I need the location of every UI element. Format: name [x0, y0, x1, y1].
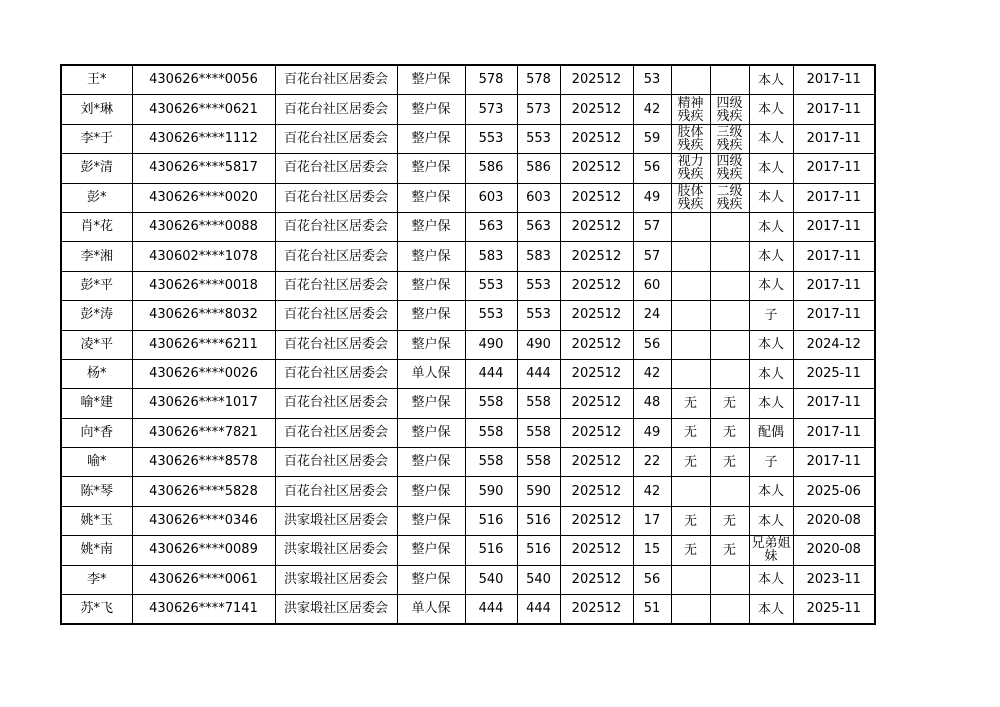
- period-cell: 202512: [560, 301, 633, 330]
- disability-level-cell: 无: [710, 418, 749, 447]
- start-month-cell: 2017-11: [793, 301, 875, 330]
- relation-cell: 本人: [749, 154, 793, 183]
- disability-level-cell: 无: [710, 506, 749, 535]
- amount-cell: 603: [517, 183, 560, 212]
- age-cell: 60: [633, 271, 671, 300]
- amount-cell: 558: [517, 389, 560, 418]
- period-cell: 202512: [560, 65, 633, 95]
- disability-kind-cell: [671, 212, 710, 241]
- period-cell: 202512: [560, 154, 633, 183]
- amount-cell: 578: [517, 65, 560, 95]
- assistance-type-cell: 整户保: [397, 271, 465, 300]
- community-cell: 百花台社区居委会: [275, 389, 397, 418]
- assistance-type-cell: 整户保: [397, 124, 465, 153]
- amount-cell: 590: [465, 477, 517, 506]
- disability-kind-cell: [671, 330, 710, 359]
- id-number-cell: 430626****5828: [132, 477, 275, 506]
- period-cell: 202512: [560, 418, 633, 447]
- name-cell: 向*香: [61, 418, 132, 447]
- age-cell: 42: [633, 359, 671, 388]
- amount-cell: 563: [517, 212, 560, 241]
- community-cell: 百花台社区居委会: [275, 477, 397, 506]
- disability-level-cell: 无: [710, 448, 749, 477]
- assistance-roster-table: [60, 64, 876, 625]
- relation-cell: 本人: [749, 124, 793, 153]
- community-cell: 洪家塅社区居委会: [275, 536, 397, 565]
- disability-kind-cell: 视力残疾: [671, 154, 710, 183]
- id-number-cell: 430626****0621: [132, 95, 275, 124]
- relation-cell: 本人: [749, 330, 793, 359]
- table-row: [61, 271, 875, 300]
- amount-cell: 558: [517, 418, 560, 447]
- amount-cell: 590: [517, 477, 560, 506]
- amount-cell: 444: [465, 595, 517, 625]
- amount-cell: 573: [465, 95, 517, 124]
- assistance-type-cell: 整户保: [397, 448, 465, 477]
- amount-cell: 553: [517, 301, 560, 330]
- age-cell: 15: [633, 536, 671, 565]
- table-row: [61, 565, 875, 594]
- start-month-cell: 2023-11: [793, 565, 875, 594]
- relation-cell: 本人: [749, 389, 793, 418]
- disability-level-cell: [710, 565, 749, 594]
- disability-kind-cell: 肢体残疾: [671, 183, 710, 212]
- amount-cell: 516: [517, 506, 560, 535]
- disability-level-cell: 三级残疾: [710, 124, 749, 153]
- disability-kind-cell: 无: [671, 536, 710, 565]
- age-cell: 57: [633, 212, 671, 241]
- community-cell: 百花台社区居委会: [275, 448, 397, 477]
- start-month-cell: 2020-08: [793, 536, 875, 565]
- period-cell: 202512: [560, 242, 633, 271]
- age-cell: 56: [633, 565, 671, 594]
- name-cell: 彭*清: [61, 154, 132, 183]
- disability-level-cell: 二级残疾: [710, 183, 749, 212]
- disability-level-cell: [710, 242, 749, 271]
- amount-cell: 563: [465, 212, 517, 241]
- amount-cell: 558: [465, 448, 517, 477]
- age-cell: 59: [633, 124, 671, 153]
- id-number-cell: 430626****0020: [132, 183, 275, 212]
- relation-cell: 本人: [749, 95, 793, 124]
- id-number-cell: 430626****8578: [132, 448, 275, 477]
- name-cell: 喻*建: [61, 389, 132, 418]
- disability-kind-cell: [671, 595, 710, 625]
- age-cell: 56: [633, 154, 671, 183]
- name-cell: 彭*平: [61, 271, 132, 300]
- amount-cell: 558: [517, 448, 560, 477]
- amount-cell: 558: [465, 389, 517, 418]
- assistance-type-cell: 整户保: [397, 242, 465, 271]
- amount-cell: 573: [517, 95, 560, 124]
- amount-cell: 444: [465, 359, 517, 388]
- amount-cell: 444: [517, 595, 560, 625]
- id-number-cell: 430626****6211: [132, 330, 275, 359]
- assistance-type-cell: 整户保: [397, 565, 465, 594]
- disability-kind-cell: 肢体残疾: [671, 124, 710, 153]
- age-cell: 53: [633, 65, 671, 95]
- amount-cell: 586: [465, 154, 517, 183]
- amount-cell: 540: [517, 565, 560, 594]
- table-body: [61, 65, 875, 624]
- disability-kind-cell: [671, 65, 710, 95]
- disability-level-cell: [710, 477, 749, 506]
- assistance-type-cell: 整户保: [397, 301, 465, 330]
- id-number-cell: 430602****1078: [132, 242, 275, 271]
- table-row: [61, 212, 875, 241]
- start-month-cell: 2017-11: [793, 154, 875, 183]
- disability-kind-cell: [671, 301, 710, 330]
- relation-cell: 本人: [749, 506, 793, 535]
- amount-cell: 578: [465, 65, 517, 95]
- disability-kind-cell: [671, 477, 710, 506]
- amount-cell: 553: [465, 124, 517, 153]
- relation-cell: 本人: [749, 359, 793, 388]
- id-number-cell: 430626****7821: [132, 418, 275, 447]
- relation-cell: 本人: [749, 565, 793, 594]
- assistance-type-cell: 整户保: [397, 506, 465, 535]
- disability-level-cell: [710, 212, 749, 241]
- id-number-cell: 430626****0061: [132, 565, 275, 594]
- assistance-type-cell: 整户保: [397, 95, 465, 124]
- amount-cell: 603: [465, 183, 517, 212]
- community-cell: 百花台社区居委会: [275, 154, 397, 183]
- amount-cell: 553: [465, 271, 517, 300]
- start-month-cell: 2017-11: [793, 389, 875, 418]
- start-month-cell: 2020-08: [793, 506, 875, 535]
- community-cell: 百花台社区居委会: [275, 242, 397, 271]
- disability-kind-cell: 无: [671, 506, 710, 535]
- disability-level-cell: [710, 271, 749, 300]
- name-cell: 姚*玉: [61, 506, 132, 535]
- relation-cell: 本人: [749, 477, 793, 506]
- disability-kind-cell: 精神残疾: [671, 95, 710, 124]
- table-row: [61, 359, 875, 388]
- id-number-cell: 430626****0026: [132, 359, 275, 388]
- age-cell: 42: [633, 477, 671, 506]
- age-cell: 42: [633, 95, 671, 124]
- disability-kind-cell: [671, 242, 710, 271]
- disability-kind-cell: 无: [671, 448, 710, 477]
- name-cell: 肖*花: [61, 212, 132, 241]
- community-cell: 百花台社区居委会: [275, 271, 397, 300]
- relation-cell: 本人: [749, 242, 793, 271]
- name-cell: 喻*: [61, 448, 132, 477]
- relation-cell: 子: [749, 448, 793, 477]
- assistance-type-cell: 整户保: [397, 536, 465, 565]
- period-cell: 202512: [560, 95, 633, 124]
- disability-kind-cell: [671, 359, 710, 388]
- name-cell: 凌*平: [61, 330, 132, 359]
- start-month-cell: 2017-11: [793, 271, 875, 300]
- assistance-type-cell: 整户保: [397, 65, 465, 95]
- start-month-cell: 2025-11: [793, 359, 875, 388]
- start-month-cell: 2017-11: [793, 124, 875, 153]
- start-month-cell: 2017-11: [793, 95, 875, 124]
- community-cell: 百花台社区居委会: [275, 95, 397, 124]
- community-cell: 百花台社区居委会: [275, 124, 397, 153]
- id-number-cell: 430626****8032: [132, 301, 275, 330]
- community-cell: 百花台社区居委会: [275, 301, 397, 330]
- table-row: [61, 301, 875, 330]
- id-number-cell: 430626****5817: [132, 154, 275, 183]
- amount-cell: 553: [517, 124, 560, 153]
- amount-cell: 490: [465, 330, 517, 359]
- period-cell: 202512: [560, 389, 633, 418]
- disability-level-cell: [710, 359, 749, 388]
- age-cell: 51: [633, 595, 671, 625]
- period-cell: 202512: [560, 536, 633, 565]
- period-cell: 202512: [560, 330, 633, 359]
- period-cell: 202512: [560, 506, 633, 535]
- name-cell: 陈*琴: [61, 477, 132, 506]
- disability-level-cell: [710, 65, 749, 95]
- name-cell: 李*湘: [61, 242, 132, 271]
- age-cell: 49: [633, 418, 671, 447]
- id-number-cell: 430626****1017: [132, 389, 275, 418]
- amount-cell: 553: [465, 301, 517, 330]
- id-number-cell: 430626****0346: [132, 506, 275, 535]
- relation-cell: 本人: [749, 65, 793, 95]
- table-row: [61, 183, 875, 212]
- disability-level-cell: 无: [710, 389, 749, 418]
- period-cell: 202512: [560, 124, 633, 153]
- community-cell: 百花台社区居委会: [275, 212, 397, 241]
- relation-cell: 本人: [749, 595, 793, 625]
- amount-cell: 558: [465, 418, 517, 447]
- table-row: [61, 65, 875, 95]
- start-month-cell: 2017-11: [793, 183, 875, 212]
- community-cell: 百花台社区居委会: [275, 65, 397, 95]
- period-cell: 202512: [560, 183, 633, 212]
- table-row: [61, 124, 875, 153]
- period-cell: 202512: [560, 359, 633, 388]
- age-cell: 22: [633, 448, 671, 477]
- age-cell: 17: [633, 506, 671, 535]
- table-row: [61, 506, 875, 535]
- disability-kind-cell: [671, 271, 710, 300]
- community-cell: 洪家塅社区居委会: [275, 506, 397, 535]
- table-row: [61, 536, 875, 565]
- relation-cell: 本人: [749, 271, 793, 300]
- age-cell: 49: [633, 183, 671, 212]
- assistance-type-cell: 整户保: [397, 477, 465, 506]
- community-cell: 百花台社区居委会: [275, 183, 397, 212]
- assistance-type-cell: 整户保: [397, 183, 465, 212]
- community-cell: 百花台社区居委会: [275, 359, 397, 388]
- table-row: [61, 95, 875, 124]
- table-row: [61, 389, 875, 418]
- amount-cell: 583: [465, 242, 517, 271]
- start-month-cell: 2017-11: [793, 212, 875, 241]
- name-cell: 李*: [61, 565, 132, 594]
- start-month-cell: 2017-11: [793, 242, 875, 271]
- table-row: [61, 477, 875, 506]
- relation-cell: 子: [749, 301, 793, 330]
- age-cell: 48: [633, 389, 671, 418]
- amount-cell: 540: [465, 565, 517, 594]
- id-number-cell: 430626****0088: [132, 212, 275, 241]
- disability-kind-cell: 无: [671, 389, 710, 418]
- disability-level-cell: [710, 330, 749, 359]
- disability-kind-cell: [671, 565, 710, 594]
- period-cell: 202512: [560, 565, 633, 594]
- age-cell: 56: [633, 330, 671, 359]
- disability-level-cell: 无: [710, 536, 749, 565]
- amount-cell: 490: [517, 330, 560, 359]
- age-cell: 57: [633, 242, 671, 271]
- period-cell: 202512: [560, 271, 633, 300]
- assistance-type-cell: 整户保: [397, 418, 465, 447]
- community-cell: 洪家塅社区居委会: [275, 595, 397, 625]
- start-month-cell: 2024-12: [793, 330, 875, 359]
- amount-cell: 553: [517, 271, 560, 300]
- disability-level-cell: [710, 301, 749, 330]
- id-number-cell: 430626****0089: [132, 536, 275, 565]
- assistance-type-cell: 单人保: [397, 595, 465, 625]
- period-cell: 202512: [560, 448, 633, 477]
- assistance-type-cell: 整户保: [397, 389, 465, 418]
- name-cell: 苏*飞: [61, 595, 132, 625]
- community-cell: 百花台社区居委会: [275, 330, 397, 359]
- start-month-cell: 2025-11: [793, 595, 875, 625]
- amount-cell: 516: [465, 536, 517, 565]
- assistance-type-cell: 整户保: [397, 330, 465, 359]
- id-number-cell: 430626****0018: [132, 271, 275, 300]
- amount-cell: 444: [517, 359, 560, 388]
- disability-level-cell: 四级残疾: [710, 95, 749, 124]
- table-row: [61, 154, 875, 183]
- table-row: [61, 418, 875, 447]
- disability-level-cell: [710, 595, 749, 625]
- table-row: [61, 330, 875, 359]
- amount-cell: 583: [517, 242, 560, 271]
- relation-cell: 本人: [749, 212, 793, 241]
- amount-cell: 516: [465, 506, 517, 535]
- disability-kind-cell: 无: [671, 418, 710, 447]
- table-row: [61, 595, 875, 625]
- disability-level-cell: 四级残疾: [710, 154, 749, 183]
- id-number-cell: 430626****0056: [132, 65, 275, 95]
- community-cell: 百花台社区居委会: [275, 418, 397, 447]
- amount-cell: 516: [517, 536, 560, 565]
- assistance-type-cell: 单人保: [397, 359, 465, 388]
- community-cell: 洪家塅社区居委会: [275, 565, 397, 594]
- assistance-type-cell: 整户保: [397, 154, 465, 183]
- period-cell: 202512: [560, 212, 633, 241]
- relation-cell: 配偶: [749, 418, 793, 447]
- period-cell: 202512: [560, 477, 633, 506]
- relation-cell: 兄弟姐妹: [749, 536, 793, 565]
- name-cell: 彭*: [61, 183, 132, 212]
- assistance-type-cell: 整户保: [397, 212, 465, 241]
- period-cell: 202512: [560, 595, 633, 625]
- relation-cell: 本人: [749, 183, 793, 212]
- id-number-cell: 430626****1112: [132, 124, 275, 153]
- table-row: [61, 448, 875, 477]
- name-cell: 彭*涛: [61, 301, 132, 330]
- start-month-cell: 2017-11: [793, 418, 875, 447]
- name-cell: 刘*琳: [61, 95, 132, 124]
- start-month-cell: 2017-11: [793, 448, 875, 477]
- start-month-cell: 2017-11: [793, 65, 875, 95]
- name-cell: 王*: [61, 65, 132, 95]
- name-cell: 杨*: [61, 359, 132, 388]
- name-cell: 李*于: [61, 124, 132, 153]
- start-month-cell: 2025-06: [793, 477, 875, 506]
- table-row: [61, 242, 875, 271]
- name-cell: 姚*南: [61, 536, 132, 565]
- age-cell: 24: [633, 301, 671, 330]
- id-number-cell: 430626****7141: [132, 595, 275, 625]
- amount-cell: 586: [517, 154, 560, 183]
